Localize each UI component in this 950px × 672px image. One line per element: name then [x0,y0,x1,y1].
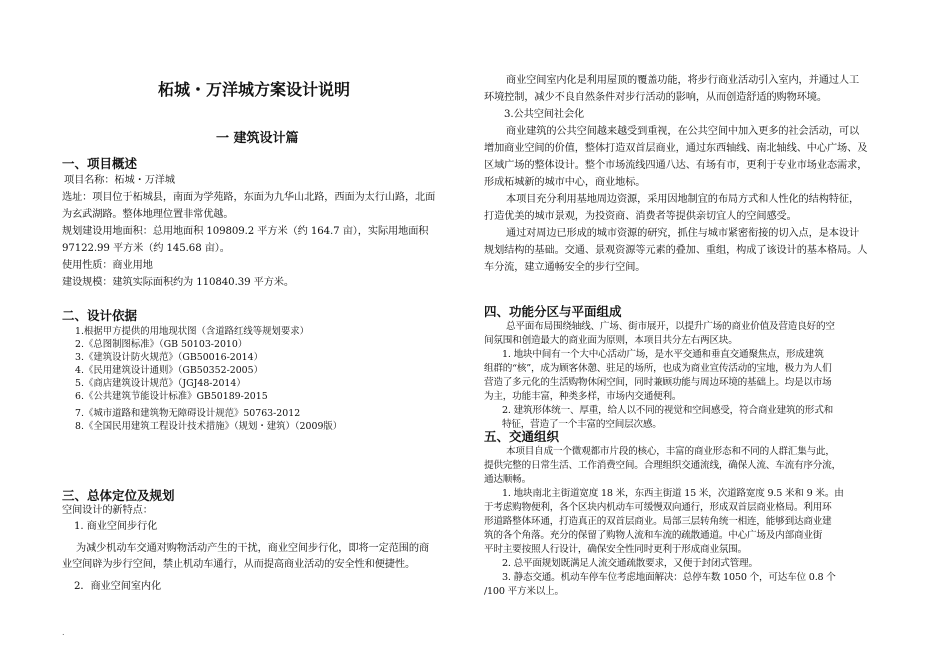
urban-resources-para-3: 车分流，建立通畅安全的步行空间。 [484,262,646,273]
indoor-para-1: 商业空间室内化是利用屋顶的覆盖功能，将步行商业活动引入室内，并通过人工 [506,75,860,86]
reference-item: 5.《商店建筑设计规范》（JGJ48-2014） [75,378,246,389]
project-overview-body [62,172,472,291]
traffic-line: 通达顺畅。 [484,474,531,485]
traffic-organization-body [484,445,904,599]
reference-item: 4.《民用建筑设计通则》（GB50352-2005） [75,365,263,376]
design-basis-list [75,325,470,433]
land-use: 使用性质：商业用地 [62,260,153,271]
positioning-body [62,503,472,595]
construction-scale: 建设规模：建筑实际面积约为 110840.39 平方米。 [62,277,294,288]
space-design-intro: 空间设计的新特点： [62,505,153,516]
site-resources-para-2: 打造优美的城市景观，为投资商、消费者等提供亲切宜人的空间感受。 [484,211,797,222]
traffic-line: 本项目自成一个微观都市片段的核心，丰富的商业形态和不同的人群汇集与此， [506,446,835,457]
site-line-1: 选址：项目位于柘城县，南面为学苑路，东面为九华山北路，西面为太行山路，北面 [62,192,436,203]
zoning-line: 营造了多元化的生活购物休闲空间，同时兼顾功能与周边环境的基础上。均是以市场 [484,377,832,388]
reference-item: 1.根据甲方提供的用地现状图（含道路红线等规划要求） [75,326,309,337]
zoning-line: 1. 地块中间有一个大中心活动广场，是水平交通和垂直交通聚焦点，形成建筑 [502,349,824,360]
reference-item: 7.《城市道路和建筑物无障碍设计规范》50763-2012 [75,408,301,419]
socialization-para-3: 区域广场的整体设计。整个市场流线四通八达、有场有市，更利于专业市场业态需求， [484,160,868,171]
traffic-line: /100 平方米以上。 [484,586,564,597]
document-title: 柘城・万洋城方案设计说明 [158,80,351,99]
traffic-line: 提供完整的日常生活、工作消费空间。合理组织交通流线，确保人流、车流有序分流， [484,460,841,471]
section-title: 一 建筑设计篇 [216,131,299,146]
traffic-line: 筑的各个角落。充分的保留了购物人流和车流的疏散通道。中心广场及内部商业街 [484,530,823,541]
socialization-para-4: 形成柘城新的城市中心，商业地标。 [484,177,646,188]
site-line-2: 为玄武湖路。整体地理位置非常优越。 [62,209,234,220]
urban-resources-para-1: 通过对周边已形成的城市资源的研究，抓住与城市紧密衔接的切入点，是本设计 [506,228,860,239]
indoor-para-2: 环境控制，减少不良自然条件对步行活动的影响，从而创造舒适的购物环境。 [484,92,827,103]
pedestrianization-para-2: 业空间辟为步行空间，禁止机动车通行，从而提高商业活动的安全性和便捷性。 [62,559,416,570]
heading-design-basis: 二、设计依据 [62,308,138,323]
land-area-line-2: 97122.99 平方米（约 145.68 亩）。 [62,243,230,254]
zoning-line: 组群的“核”，成为顾客休憩、驻足的场所，也成为商业宣传活动的宝地，极力为人们 [484,363,832,374]
reference-item: 3.《建筑设计防火规范》（GB50016-2014） [75,352,263,363]
zoning-line: 总平面布局围绕轴线、广场、街市展开，以提升广场的商业价值及营造良好的空 [506,321,835,332]
traffic-line: 形道路整体环通，打造真正的双首层商业。局部三层转角统一相连，能够到达商业建 [484,516,832,527]
item-pedestrianization: 1. 商业空间步行化 [74,521,158,532]
traffic-line: 平时主要按照人行设计，确保安全性同时更利于形成商业氛围。 [484,544,748,555]
project-name: 项目名称：柘城・万洋城 [64,175,175,186]
zoning-line: 为主，功能丰富，种类多样，市场内交通便利。 [484,391,682,402]
socialization-para-2: 增加商业空间的价值，整体打造双首层商业，通过东西轴线、南北轴线、中心广场、及 [484,143,868,154]
item-socialization: 3.公共空间社会化 [504,109,585,120]
traffic-line: 3. 静态交通。机动车停车位考虑地面解决：总停车数 1050 个，可达车位 0.8 个 [502,572,836,583]
reference-item: 2.《总图制图标准》（GB 50103-2010） [75,339,248,350]
zoning-line: 间氛围和创造最大的商业面为原则，本项目共分左右两区块。 [484,335,738,346]
right-column-top [484,72,904,276]
reference-item: 8.《全国民用建筑工程设计技术措施》（规划・建筑）（2009版） [75,421,343,432]
page-mark: . [62,628,65,637]
site-resources-para-1: 本项目充分利用基地周边资源，采用因地制宜的布局方式和人性化的结构特征， [506,194,860,205]
item-indoorization: 2．商业空间室内化 [74,581,162,592]
pedestrianization-para-1: 为减少机动车交通对购物活动产生的干扰，商业空间步行化，即将一定范围的商 [76,543,430,554]
heading-positioning-planning: 三、总体定位及规划 [62,488,175,503]
functional-zoning-body [484,320,904,432]
reference-item: 6.《公共建筑节能设计标准》GB50189-2015 [75,391,268,402]
traffic-line: 1. 地块南北主街道宽度 18 米，东西主街道 15 米，次道路宽度 9.5 米和 9 米。由 [502,488,844,499]
socialization-para-1: 商业建筑的公共空间越来越受到重视，在公共空间中加入更多的社会活动，可以 [506,126,860,137]
urban-resources-para-2: 规划结构的基础。交通、景观资源等元素的叠加、重组，构成了该设计的基本格局。人 [484,245,868,256]
zoning-line: 特征，营造了一个丰富的空间层次感。 [502,419,662,430]
heading-functional-zoning: 四、功能分区与平面组成 [484,304,622,319]
land-area-line-1: 规划建设用地面积：总用地面积 109809.2 平方米（约 164.7 亩），实际用地面积 [62,226,429,237]
traffic-line: 2. 总平面规划既满足人流交通疏散要求，又便于封闭式管理。 [502,558,758,569]
traffic-line: 于考虑购物便利，各个区块内机动车可缓慢双向通行，形成双首层商业格局。利用环 [484,502,832,513]
heading-project-overview: 一、项目概述 [62,156,138,171]
zoning-line: 2. 建筑形体统一、厚重，给人以不同的视觉和空间感受，符合商业建筑的形式和 [502,405,833,416]
heading-traffic-organization: 五、交通组织 [484,429,560,444]
